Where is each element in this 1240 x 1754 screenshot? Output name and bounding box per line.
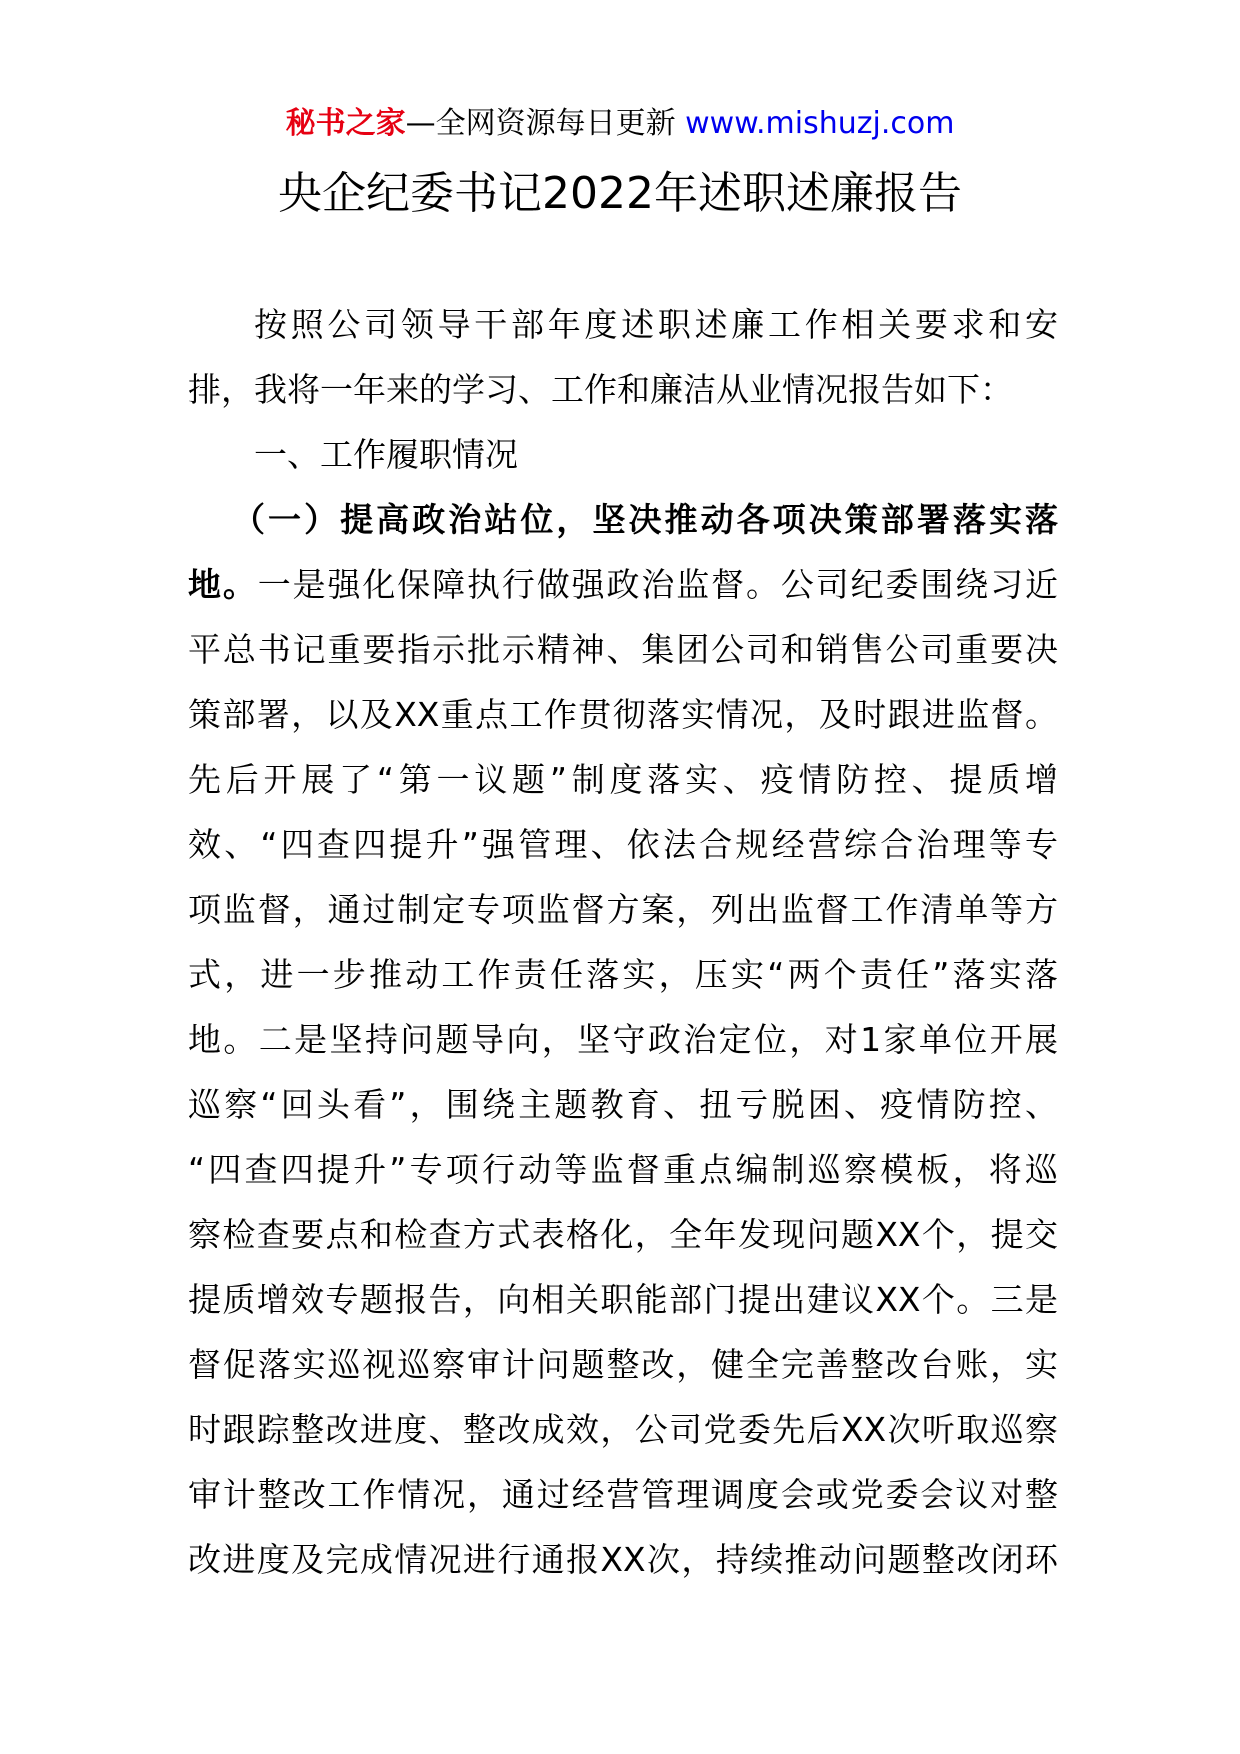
paragraph-line: 按照公司领导干部年度述职述廉工作相关要求和安 bbox=[254, 305, 1058, 344]
document-title: 央企纪委书记2022年述职述廉报告 bbox=[278, 168, 962, 219]
paragraph-line: 巡察“回头看”，围绕主题教育、扭亏脱困、疫情防控、 bbox=[188, 1085, 1058, 1124]
subsection-heading: （一）提高政治站位，坚决推动各项决策部署落实落 bbox=[232, 500, 1058, 539]
paragraph-line: 策部署，以及XX重点工作贯彻落实情况，及时跟进监督。 bbox=[188, 695, 1058, 734]
document-body bbox=[188, 292, 1058, 1592]
paragraph-line: 察检查要点和检查方式表格化，全年发现问题XX个，提交 bbox=[188, 1215, 1058, 1254]
paragraph-text: 一是强化保障执行做强政治监督。公司纪委围绕习近 bbox=[257, 565, 1058, 604]
paragraph-line: 项监督，通过制定专项监督方案，列出监督工作清单等方 bbox=[188, 890, 1058, 929]
paragraph-line: 平总书记重要指示批示精神、集团公司和销售公司重要决 bbox=[188, 630, 1058, 669]
brand-name: 秘书之家 bbox=[285, 106, 406, 141]
paragraph-line: 督促落实巡视巡察审计问题整改，健全完善整改台账，实 bbox=[188, 1345, 1058, 1384]
paragraph-line: 式，进一步推动工作责任落实，压实“两个责任”落实落 bbox=[188, 955, 1058, 994]
paragraph-line: 效、“四查四提升”强管理、依法合规经营综合治理等专 bbox=[188, 825, 1058, 864]
paragraph-line: 时跟踪整改进度、整改成效，公司党委先后XX次听取巡察 bbox=[188, 1410, 1058, 1449]
paragraph-line: 提质增效专题报告，向相关职能部门提出建议XX个。三是 bbox=[188, 1280, 1058, 1319]
paragraph-line: 地。二是坚持问题导向，坚守政治定位，对1家单位开展 bbox=[188, 1020, 1058, 1059]
paragraph-line bbox=[188, 552, 1058, 617]
header-tagline: —全网资源每日更新 bbox=[405, 106, 686, 141]
paragraph-line: 改进度及完成情况进行通报XX次，持续推动问题整改闭环 bbox=[188, 1540, 1058, 1579]
section-heading: 一、工作履职情况 bbox=[254, 435, 518, 474]
paragraph-line: “四查四提升”专项行动等监督重点编制巡察模板，将巡 bbox=[188, 1150, 1058, 1189]
paragraph-line: 排，我将一年来的学习、工作和廉洁从业情况报告如下： bbox=[188, 370, 1013, 409]
watermark-header bbox=[0, 104, 1240, 144]
subsection-heading-end: 地。 bbox=[188, 565, 258, 604]
header-url[interactable]: www.mishuzj.com bbox=[685, 106, 955, 141]
paragraph-line: 先后开展了“第一议题”制度落实、疫情防控、提质增 bbox=[188, 760, 1058, 799]
paragraph-line: 审计整改工作情况，通过经营管理调度会或党委会议对整 bbox=[188, 1475, 1058, 1514]
